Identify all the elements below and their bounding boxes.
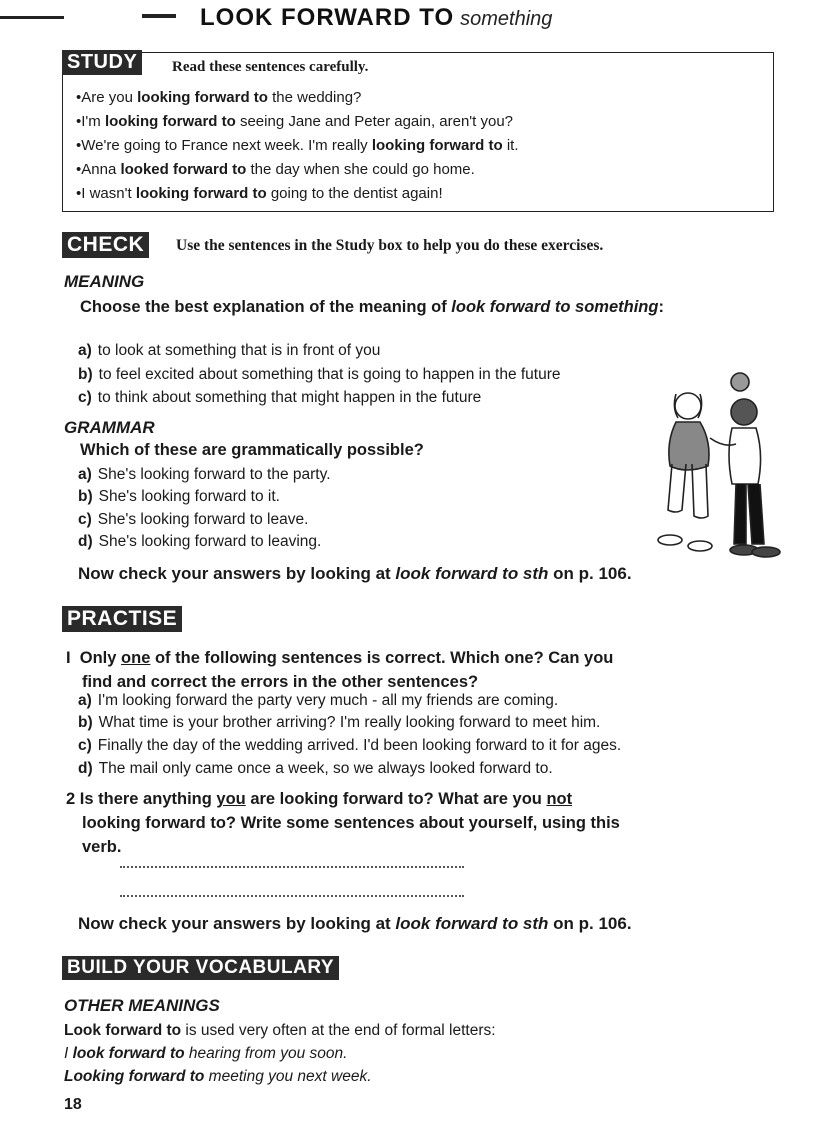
couple-illustration-icon	[640, 364, 790, 560]
practise-q1: I Only one of the following sentences is correct. Which one? Can you find and correct the errors in the other sentences?	[66, 649, 614, 691]
meaning-question: Choose the best explanation of the meaning of look forward to something:	[80, 298, 664, 316]
other-meanings-heading: OTHER MEANINGS	[64, 996, 220, 1015]
meaning-heading: MEANING	[64, 272, 145, 291]
grammar-option: a) She's looking forward to the party.	[78, 466, 331, 483]
answer-line[interactable]	[120, 866, 464, 868]
study-tag: STUDY	[62, 50, 142, 75]
study-sentence-list	[76, 86, 519, 206]
answer-line[interactable]	[120, 895, 464, 897]
study-sentence: • Are you looking forward to the wedding?	[76, 86, 519, 110]
title-italic: something	[460, 8, 553, 30]
check-intro: Use the sentences in the Study box to help you do these exercises.	[176, 237, 604, 254]
grammar-heading: GRAMMAR	[64, 418, 155, 437]
practise-option: a) I'm looking forward the party very much - all my friends are coming.	[78, 692, 559, 709]
meaning-option: b) to feel excited about something that is going to happen in the future	[78, 366, 561, 383]
study-sentence: • I wasn't looking forward to going to the dentist again!	[76, 182, 519, 206]
header-rule-left	[0, 16, 64, 19]
build-vocabulary-tag: BUILD YOUR VOCABULARY	[62, 956, 339, 980]
practise-answers-line: Now check your answers by looking at look forward to sth on p. 106.	[78, 914, 632, 933]
study-sentence: • Anna looked forward to the day when she could go home.	[76, 158, 519, 182]
practise-q2: 2 Is there anything you are looking forward to? What are you not looking forward to? Write some sentences about yourself, using this verb.	[66, 790, 620, 856]
grammar-option: c) She's looking forward to leave.	[78, 511, 309, 528]
practise-option: c) Finally the day of the wedding arrived. I'd been looking forward to it for ages.	[78, 737, 622, 754]
study-intro: Read these sentences carefully.	[172, 59, 369, 75]
grammar-option: b) She's looking forward to it.	[78, 488, 280, 505]
study-sentence: • We're going to France next week. I'm really looking forward to it.	[76, 134, 519, 158]
practise-tag: PRACTISE	[62, 606, 182, 632]
vocab-example: I look forward to hearing from you soon.	[64, 1045, 348, 1062]
header-rule-mid	[142, 14, 176, 18]
vocab-explanation: Look forward to is used very often at the end of formal letters:	[64, 1022, 496, 1039]
vocab-example: Looking forward to meeting you next week.	[64, 1068, 372, 1085]
page-title	[200, 4, 552, 32]
grammar-option: d) She's looking forward to leaving.	[78, 533, 322, 550]
practise-option: d) The mail only came once a week, so we always looked forward to.	[78, 760, 553, 777]
title-bold: LOOK FORWARD TO	[200, 4, 455, 31]
check-tag: CHECK	[62, 232, 149, 258]
meaning-option: c) to think about something that might happen in the future	[78, 389, 482, 406]
check-answers-line: Now check your answers by looking at look forward to sth on p. 106.	[78, 564, 632, 583]
practise-option: b) What time is your brother arriving? I'm really looking forward to meet him.	[78, 714, 601, 731]
study-sentence: • I'm looking forward to seeing Jane and Peter again, aren't you?	[76, 110, 519, 134]
page-number: 18	[64, 1096, 82, 1113]
grammar-question: Which of these are grammatically possible?	[80, 441, 424, 459]
meaning-option: a) to look at something that is in front of you	[78, 342, 381, 359]
